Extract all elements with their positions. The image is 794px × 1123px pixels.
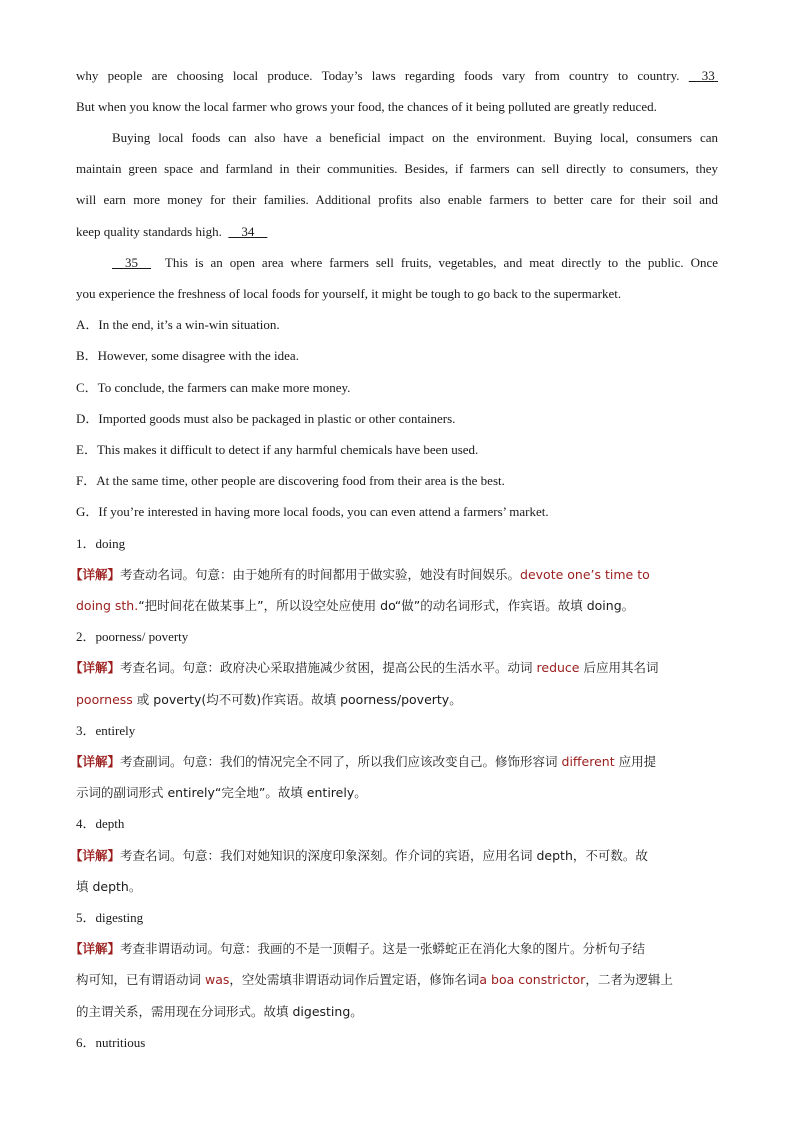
- answer-heading: 4．depth: [76, 816, 125, 831]
- option-d: D．Imported goods must also be packaged in plastic or other containers.: [76, 411, 456, 426]
- answer-explanation: doing sth.“把时间花在做某事上”，所以设空处应使用 do“做”的动名词形式，作宾语。故填 doing。: [76, 598, 635, 613]
- passage-text: keep quality standards high.: [76, 224, 222, 239]
- answer-explanation: 示词的副词形式 entirely“完全地”。故填 entirely。: [76, 785, 367, 800]
- answer-explanation: 【详解】考查动名词。句意：由于她所有的时间都用于做实验，她没有时间娱乐。devote one’s time to: [70, 567, 650, 582]
- option-f: F．At the same time, other people are discovering food from their area is the best.: [76, 473, 505, 488]
- detail-label: 【详解】: [70, 848, 121, 863]
- passage-line: maintain green space and farmland in their communities. Besides, if farmers can sell directly to consumers, they: [76, 161, 718, 176]
- detail-label: 【详解】: [70, 941, 121, 956]
- answer-explanation: 【详解】考查名词。句意：我们对她知识的深度印象深刻。作介词的宾语，应用名词 depth，不可数。故: [70, 848, 648, 863]
- answer-explanation: 【详解】考查名词。句意：政府决心采取措施减少贫困，提高公民的生活水平。动词 reduce 后应用其名词: [70, 660, 659, 675]
- detail-label: 【详解】: [70, 754, 121, 769]
- passage-line: will earn more money for their families. Additional profits also enable farmers to better care for their soil and: [76, 192, 718, 207]
- answer-explanation: 【详解】考查非谓语动词。句意：我画的不是一顶帽子。这是一张蟒蛇正在消化大象的图片。分析句子结: [70, 941, 646, 956]
- option-g: G．If you’re interested in having more local foods, you can even attend a farmers’ market.: [76, 504, 549, 519]
- answer-explanation: poorness 或 poverty(均不可数)作宾语。故填 poorness/poverty。: [76, 692, 462, 707]
- passage-line: you experience the freshness of local foods for yourself, it might be tough to go back to the supermarket.: [76, 286, 622, 301]
- option-e: E．This makes it difficult to detect if any harmful chemicals have been used.: [76, 442, 479, 457]
- option-a: A．In the end, it’s a win-win situation.: [76, 317, 280, 332]
- answer-heading: 3．entirely: [76, 723, 136, 738]
- passage-text: why people are choosing local produce. Today’s laws regarding foods vary from country to country.: [76, 68, 680, 83]
- answer-heading: 5．digesting: [76, 910, 144, 925]
- passage-line: [112, 253, 718, 273]
- passage-line: Buying local foods can also have a beneficial impact on the environment. Buying local, consumers can: [112, 130, 718, 145]
- detail-label: 【详解】: [70, 567, 121, 582]
- option-c: C．To conclude, the farmers can make more money.: [76, 380, 351, 395]
- passage-line: [76, 66, 718, 86]
- answer-heading: 6．nutritious: [76, 1035, 146, 1050]
- blank-35: 35: [125, 255, 138, 270]
- option-b: B．However, some disagree with the idea.: [76, 348, 299, 363]
- answer-explanation: 的主谓关系，需用现在分词形式。故填 digesting。: [76, 1004, 363, 1019]
- answer-explanation: 构可知，已有谓语动词 was，空处需填非谓语动词作后置定语，修饰名词a boa constrictor，二者为逻辑上: [76, 972, 673, 987]
- blank-33: 33: [701, 68, 715, 83]
- answer-explanation: 填 depth。: [76, 879, 142, 894]
- answer-explanation: 【详解】考查副词。句意：我们的情况完全不同了，所以我们应该改变自己。修饰形容词 different 应用提: [70, 754, 657, 769]
- answer-heading: 1．doing: [76, 536, 126, 551]
- passage-line: But when you know the local farmer who grows your food, the chances of it being polluted are greatly reduced.: [76, 99, 657, 114]
- passage-text: This is an open area where farmers sell fruits, vegetables, and meat directly to the public. Once: [164, 255, 718, 270]
- answer-heading: 2．poorness/ poverty: [76, 629, 189, 644]
- blank-34: 34: [241, 224, 255, 239]
- detail-label: 【详解】: [70, 660, 121, 675]
- passage-line: [76, 222, 718, 242]
